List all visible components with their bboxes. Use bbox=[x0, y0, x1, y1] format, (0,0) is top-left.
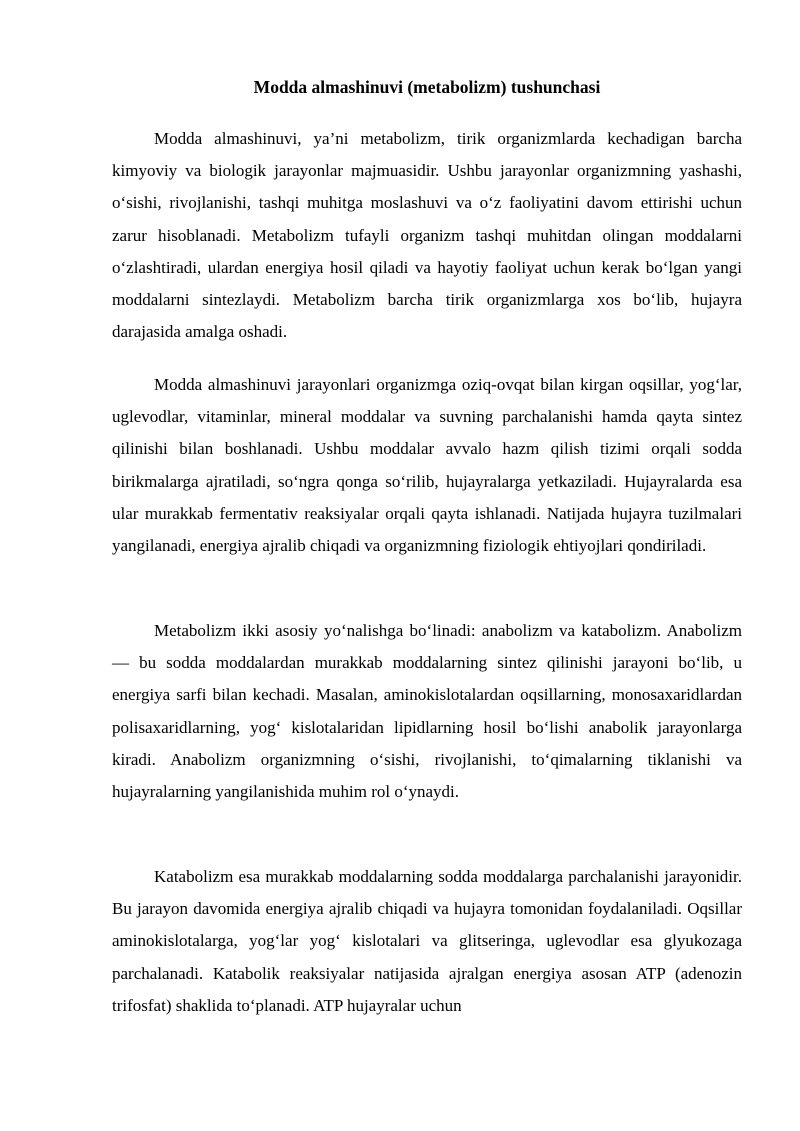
page-title: Modda almashinuvi (metabolizm) tushunchasi bbox=[253, 77, 601, 97]
paragraph-metabolism-process: Modda almashinuvi jarayonlari organizmga oziq-ovqat bilan kirgan oqsillar, yog‘lar, uglevodlar, vitaminlar, mineral moddalar va suvning parchalanishi hamda qayta sintez qilinishi bilan boshlanadi. Ushbu moddalar avvalo hazm qilish tizimi orqali sodda birikmalarga ajratiladi, so‘ngra qonga so‘rilib, hujayralarga yetkaziladi. Hujayralarda esa ular murakkab fermentativ reaksiyalar orqali qayta ishlanadi. Natijada hujayra tuzilmalari yangilanadi, energiya ajralib chiqadi va organizmning fiziologik ehtiyojlari qondiriladi. bbox=[112, 375, 742, 556]
paragraph-catabolism: Katabolizm esa murakkab moddalarning sodda moddalarga parchalanishi jarayonidir. Bu jarayon davomida energiya ajralib chiqadi va hujayra tomonidan foydalaniladi. Oqsillar aminokislotalarga, yog‘lar yog‘ kislotalari va glitseringa, uglevodlar esa glyukozaga parchalanadi. Katabolik reaksiyalar natijasida ajralgan energiya asosan ATP (adenozin trifosfat) shaklida to‘planadi. ATP hujayralar uchun bbox=[112, 867, 742, 1015]
paragraph-metabolism-definition: Modda almashinuvi, ya’ni metabolizm, tirik organizmlarda kechadigan barcha kimyoviy va biologik jarayonlar majmuasidir. Ushbu jarayonlar organizmning yashashi, o‘sishi, rivojlanishi, tashqi muhitga moslashuvi va o‘z faoliyatini davom ettirishi uchun zarur hisoblanadi. Metabolizm tufayli organizm tashqi muhitdan olingan moddalarni o‘zlashtiradi, ulardan energiya hosil qiladi va hayotiy faoliyat uchun kerak bo‘lgan yangi moddalarni sintezlaydi. Metabolizm barcha tirik organizmlarga xos bo‘lib, hujayra darajasida amalga oshadi. bbox=[112, 129, 742, 342]
paragraph-anabolism: Metabolizm ikki asosiy yo‘nalishga bo‘linadi: anabolizm va katabolizm. Anabolizm — bu sodda moddalardan murakkab moddalarning sintez qilinishi jarayoni bo‘lib, u energiya sarfi bilan kechadi. Masalan, aminokislotalardan oqsillarning, monosaxaridlardan polisaxaridlarning, yog‘ kislotalaridan lipidlarning hosil bo‘lishi anabolik jarayonlarga kiradi. Anabolizm organizmning o‘sishi, rivojlanishi, to‘qimalarning tiklanishi va hujayralarning yangilanishida muhim rol o‘ynaydi. bbox=[112, 621, 742, 802]
